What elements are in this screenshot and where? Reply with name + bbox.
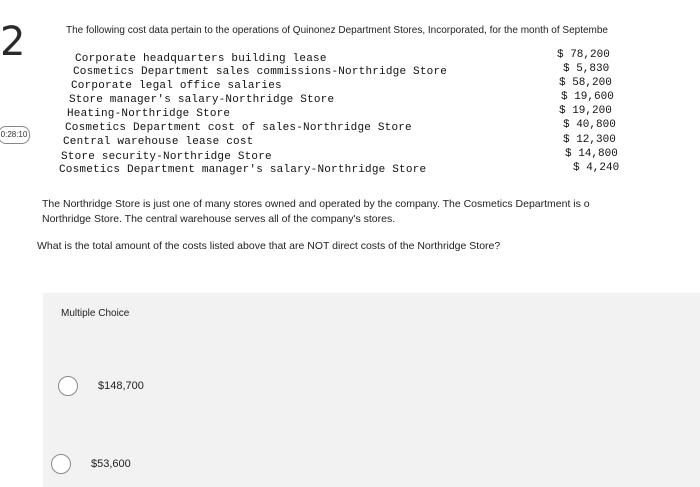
answer-option[interactable] — [58, 376, 144, 396]
question-prompt: What is the total amount of the costs listed above that are NOT direct costs of the Northridge Store? — [37, 240, 501, 252]
radio-button[interactable] — [51, 454, 71, 474]
answer-option[interactable] — [51, 454, 131, 474]
cost-label: Store security-Northridge Store — [61, 151, 272, 163]
store-description-line: The Northridge Store is just one of many stores owned and operated by the company. The Cosmetics Department is o — [42, 198, 590, 210]
cost-label: Heating-Northridge Store — [67, 108, 231, 120]
question-intro: The following cost data pertain to the operations of Quinonez Department Stores, Incorporated, for the month of Septembe — [66, 25, 608, 36]
cost-label: Corporate headquarters building lease — [75, 53, 327, 65]
cost-label: Corporate legal office salaries — [71, 80, 282, 92]
multiple-choice-panel — [43, 293, 700, 487]
cost-value: $ 40,800 — [563, 119, 616, 131]
store-description — [42, 197, 590, 227]
question-number: 2 — [0, 19, 26, 65]
cost-value: $ 14,800 — [565, 148, 618, 160]
cost-value: $ 5,830 — [563, 63, 610, 75]
cost-value: $ 12,300 — [563, 134, 616, 146]
radio-button[interactable] — [58, 376, 78, 396]
cost-label: Cosmetics Department manager's salary-Northridge Store — [59, 164, 427, 176]
cost-value: $ 19,600 — [561, 91, 614, 103]
cost-label: Store manager's salary-Northridge Store — [69, 94, 335, 106]
cost-value: $ 58,200 — [559, 77, 612, 89]
cost-label: Cosmetics Department cost of sales-Northridge Store — [65, 122, 412, 134]
cost-label: Cosmetics Department sales commissions-Northridge Store — [73, 66, 448, 78]
cost-value: $ 78,200 — [557, 49, 610, 61]
store-description-line: Northridge Store. The central warehouse serves all of the company's stores. — [42, 213, 396, 225]
answer-option-label: $53,600 — [91, 458, 131, 470]
cost-label: Central warehouse lease cost — [63, 136, 254, 148]
multiple-choice-title: Multiple Choice — [61, 308, 130, 319]
cost-value: $ 4,240 — [573, 162, 620, 174]
answer-option-label: $148,700 — [98, 380, 144, 392]
cost-value: $ 19,200 — [559, 105, 612, 117]
timer-badge: 0:28:10 — [0, 126, 30, 144]
